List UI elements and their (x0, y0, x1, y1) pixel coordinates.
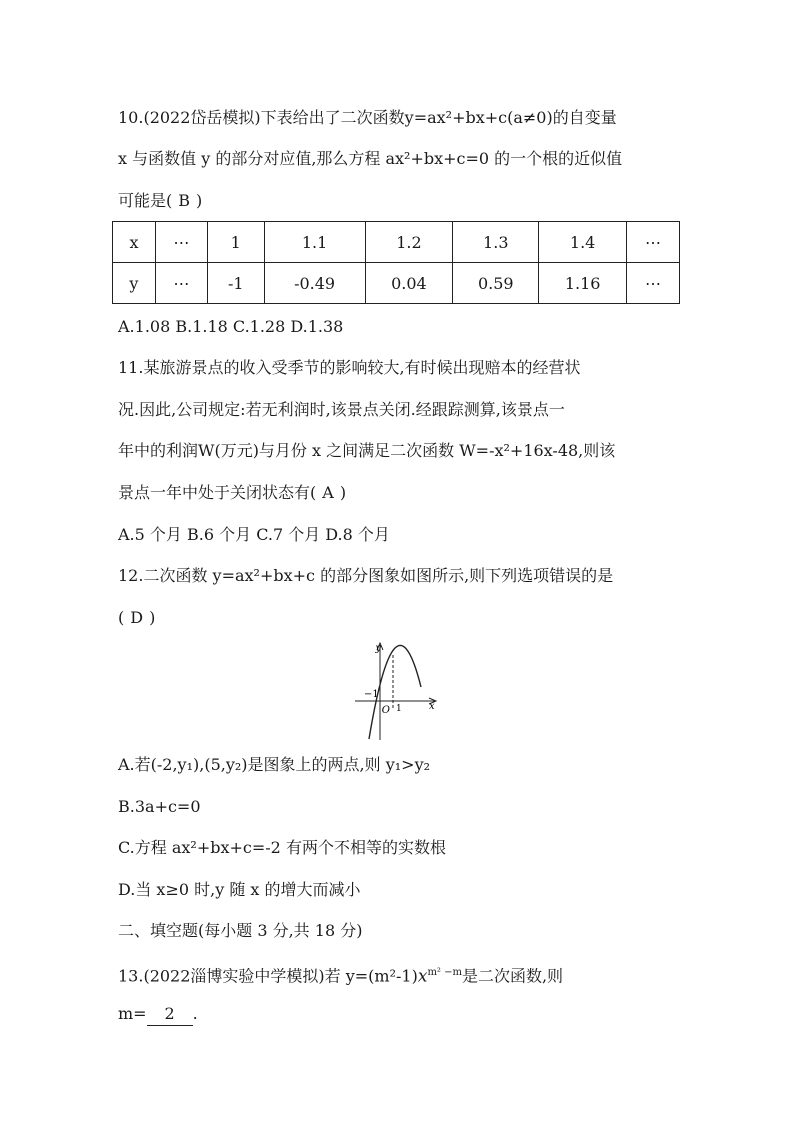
q12-question-close: ) (149, 608, 156, 627)
q13-x-symbol: x (417, 966, 428, 987)
parabola-figure (350, 635, 445, 745)
table-cell: ⋯ (155, 263, 207, 304)
q11-line-2: 况.因此,公司规定:若无利润时,该景点关闭.经跟踪测算,该景点一 (118, 400, 565, 419)
table-cell: 1.16 (539, 263, 627, 304)
table-cell: -1 (207, 263, 264, 304)
q11-line-4 (118, 482, 346, 504)
q12-answer: D (130, 608, 144, 627)
q13-prefix: 13.(2022淄博实验中学模拟)若 y=(m²-1) (118, 966, 418, 986)
q13-suffix: 是二次函数,则 (461, 966, 564, 986)
table-cell: ⋯ (627, 222, 680, 263)
table-cell: 0.04 (365, 263, 453, 304)
table-cell: 1.2 (365, 222, 453, 263)
q11-options: A.5 个月 B.6 个月 C.7 个月 D.8 个月 (118, 525, 390, 544)
tick-label-neg-one: −1 (364, 689, 379, 700)
q13-line-2 (118, 1003, 198, 1026)
q13-exponent: m² −m (427, 967, 462, 978)
q13-line-1 (118, 962, 563, 987)
tick-label-one: 1 (396, 704, 402, 714)
q10-question-close: ) (196, 191, 203, 210)
y-axis-label: y (375, 643, 381, 654)
q11-line-3: 年中的利润W(万元)与月份 x 之间满足二次函数 W=-x²+16x-48,则该 (118, 441, 616, 460)
q11-question-close: ) (339, 483, 347, 502)
table-cell: 1.1 (264, 222, 365, 263)
origin-label: O (381, 705, 390, 716)
table-cell: 0.59 (453, 263, 539, 304)
table-cell: 1 (207, 222, 264, 263)
q12-option-b: B.3a+c=0 (118, 797, 201, 816)
q12-option-a: A.若(-2,y₁),(5,y₂)是图象上的两点,则 y₁>y₂ (118, 755, 431, 774)
q11-answer: A (322, 483, 334, 502)
table-cell: ⋯ (155, 222, 207, 263)
table-row-x (113, 222, 680, 263)
q13-answer-blank: 2 (147, 1003, 193, 1026)
table-row-y (113, 263, 680, 304)
x-axis-label: x (429, 701, 435, 712)
q12-option-c: C.方程 ax²+bx+c=-2 有两个不相等的实数根 (118, 838, 446, 857)
table-cell: y (113, 263, 156, 304)
table-cell: ⋯ (627, 263, 680, 304)
q12-option-d: D.当 x≥0 时,y 随 x 的增大而减小 (118, 880, 361, 899)
q11-question-lead: 景点一年中处于关闭状态有( (118, 483, 317, 502)
q12-question-open: ( (118, 608, 125, 627)
q10-question-lead: 可能是( (118, 191, 173, 210)
table-cell: 1.3 (453, 222, 539, 263)
q10-line-1: 10.(2022岱岳模拟)下表给出了二次函数y=ax²+bx+c(a≠0)的自变量 (118, 108, 617, 127)
q13-period: . (192, 1004, 198, 1023)
q10-options: A.1.08 B.1.18 C.1.28 D.1.38 (118, 317, 344, 336)
table-cell: x (113, 222, 156, 263)
q11-line-1: 11.某旅游景点的收入受季节的影响较大,有时候出现赔本的经营状 (118, 358, 581, 377)
q10-line-3 (118, 190, 202, 212)
table-cell: -0.49 (264, 263, 365, 304)
table-cell: 1.4 (539, 222, 627, 263)
q12-line-2 (118, 607, 155, 629)
q13-m-label: m= (118, 1004, 147, 1023)
section-2-title: 二、填空题(每小题 3 分,共 18 分) (118, 921, 363, 940)
q10-answer: B (178, 191, 191, 210)
q10-value-table (112, 221, 680, 304)
q12-line-1: 12.二次函数 y=ax²+bx+c 的部分图象如图所示,则下列选项错误的是 (118, 566, 614, 585)
q10-line-2: x 与函数值 y 的部分对应值,那么方程 ax²+bx+c=0 的一个根的近似值 (118, 149, 623, 168)
